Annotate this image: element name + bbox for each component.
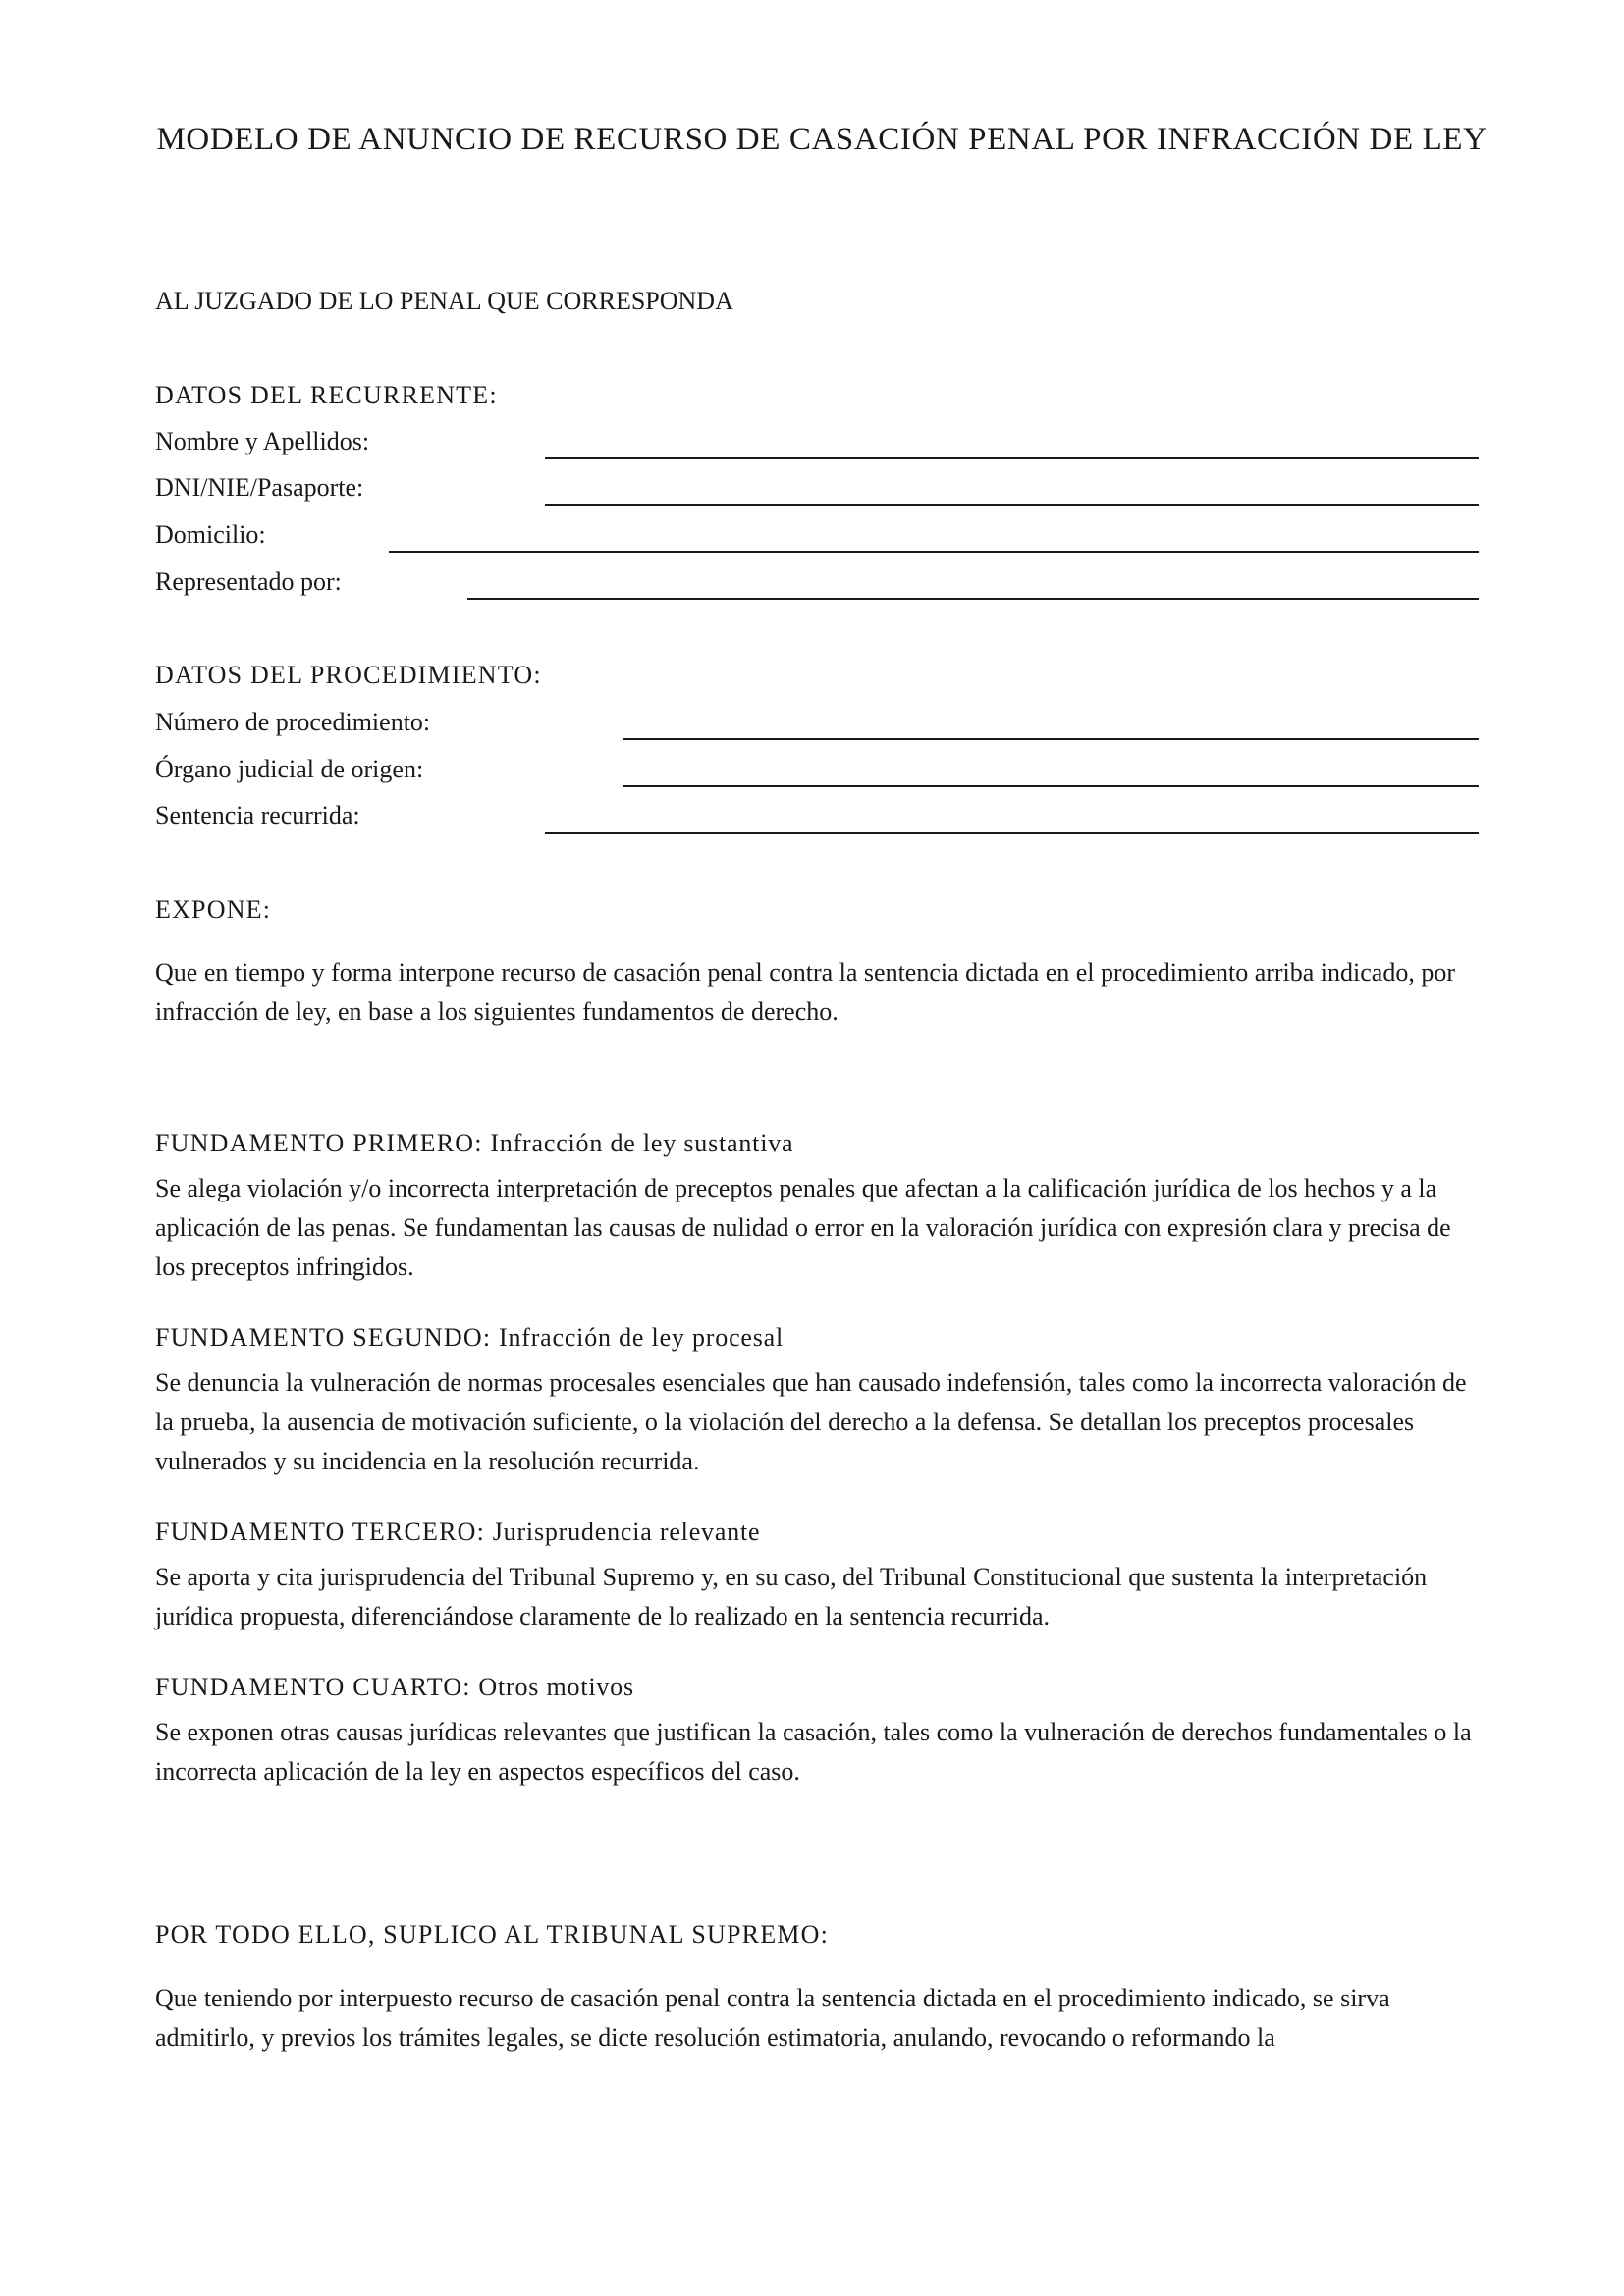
recurrente-heading: DATOS DEL RECURRENTE: [155, 381, 498, 409]
document-title: MODELO DE ANUNCIO DE RECURSO DE CASACIÓN PENAL POR INFRACCIÓN DE LEY [156, 122, 1488, 157]
field-label-organo: Órgano judicial de origen: [155, 755, 424, 783]
field-line-numero[interactable] [623, 738, 1479, 740]
field-label-representado: Representado por: [155, 567, 342, 596]
field-label-domicilio: Domicilio: [155, 520, 266, 549]
suplico-text: Que teniendo por interpuesto recurso de casación penal contra la sentencia dictada en el procedimiento indicado, se sirva admitirlo, y previos los trámites legales, se dicte resolución estimatoria, anulando, revocando o reformando la [155, 1984, 1390, 2052]
procedimiento-heading: DATOS DEL PROCEDIMIENTO: [155, 661, 542, 689]
field-line-representado[interactable] [467, 598, 1479, 600]
addressee: AL JUZGADO DE LO PENAL QUE CORRESPONDA [155, 287, 733, 315]
fundamento-2-title: FUNDAMENTO SEGUNDO: [155, 1323, 492, 1352]
fundamento-3-title: FUNDAMENTO TERCERO: [155, 1518, 486, 1546]
fundamento-1-heading [155, 1129, 793, 1158]
field-label-nombre: Nombre y Apellidos: [155, 427, 370, 455]
fundamento-2-text: Se denuncia la vulneración de normas procesales esenciales que han causado indefensión, tales como la incorrecta valoración de la prueba, la ausencia de motivación suficiente, o la violación del derecho a la defensa. Se detallan los preceptos procesales vulnerados y su incidencia en la resolución recurrida. [155, 1368, 1467, 1475]
fundamento-2-subtitle: Infracción de ley procesal [498, 1323, 785, 1352]
fundamento-4-subtitle: Otros motivos [478, 1673, 634, 1701]
fundamento-3-text: Se aporta y cita jurisprudencia del Tribunal Supremo y, en su caso, del Tribunal Constitucional que sustenta la interpretación jurídica propuesta, diferenciándose claramente de lo realizado en la sentencia recurrida. [155, 1563, 1428, 1630]
expone-text: Que en tiempo y forma interpone recurso de casación penal contra la sentencia dictada en el procedimiento arriba indicado, por infracción de ley, en base a los siguientes fundamentos de derecho. [155, 958, 1455, 1026]
field-line-nombre[interactable] [545, 457, 1479, 459]
fundamento-1-title: FUNDAMENTO PRIMERO: [155, 1129, 483, 1157]
fundamento-2-heading [155, 1323, 784, 1353]
suplico-heading: POR TODO ELLO, SUPLICO AL TRIBUNAL SUPREMO: [155, 1920, 830, 1949]
fundamento-1-text: Se alega violación y/o incorrecta interpretación de preceptos penales que afectan a la calificación jurídica de los hechos y a la aplicación de las penas. Se fundamentan las causas de nulidad o error en la valoración jurídica con expresión clara y precisa de los preceptos infringidos. [155, 1174, 1451, 1281]
field-label-sentencia: Sentencia recurrida: [155, 801, 360, 829]
fundamento-1-subtitle: Infracción de ley sustantiva [490, 1129, 794, 1157]
field-label-dni: DNI/NIE/Pasaporte: [155, 473, 364, 502]
field-line-dni[interactable] [545, 504, 1479, 506]
fundamento-4-heading [155, 1673, 634, 1702]
fundamento-3-subtitle: Jurisprudencia relevante [492, 1518, 761, 1546]
field-line-organo[interactable] [623, 785, 1479, 787]
fundamento-3-heading [155, 1518, 760, 1547]
field-line-domicilio[interactable] [389, 551, 1479, 553]
fundamento-4-title: FUNDAMENTO CUARTO: [155, 1673, 471, 1701]
field-label-numero: Número de procedimiento: [155, 708, 431, 736]
field-line-sentencia[interactable] [545, 832, 1479, 834]
expone-heading: EXPONE: [155, 895, 272, 924]
fundamento-4-text: Se exponen otras causas jurídicas relevantes que justifican la casación, tales como la vulneración de derechos fundamentales o la incorrecta aplicación de la ley en aspectos específicos del caso. [155, 1718, 1472, 1786]
